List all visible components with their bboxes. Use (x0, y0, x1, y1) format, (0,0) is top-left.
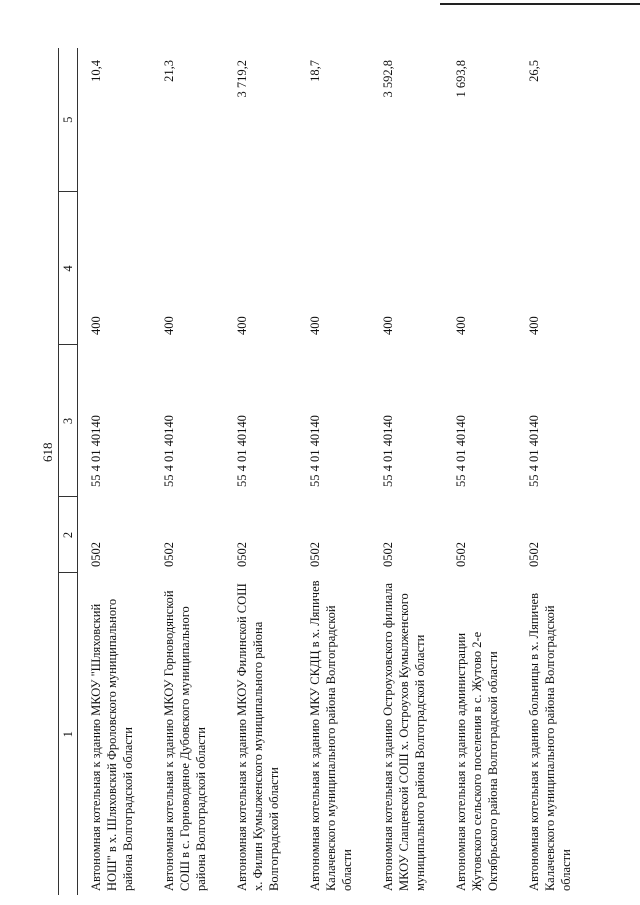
cell-section: 0502 (454, 542, 468, 567)
cell-name: Автономная котельная к зданию МКОУ Филинской СОШ х. Филин Кумылженского муниципального района Волгоградской области (235, 583, 281, 891)
cell-amount: 3 719,2 (235, 60, 249, 98)
cell-section: 0502 (89, 542, 103, 567)
cell-name: Автономная котельная к зданию больницы в х. Ляпичев Калачевского муниципального района Волгоградской области (527, 593, 573, 891)
cell-section: 0502 (308, 542, 322, 567)
cell-type: 400 (454, 316, 468, 335)
cell-amount: 3 592,8 (381, 60, 395, 98)
cell-section: 0502 (527, 542, 541, 567)
header-row (59, 48, 78, 895)
table-row (234, 48, 307, 895)
cell-section: 0502 (381, 542, 395, 567)
cell-amount: 1 693,8 (454, 60, 468, 98)
cell-name: Автономная котельная к зданию МКОУ "Шляховский НОШ" в х. Шляховский Фроловского муниципального района Волгоградской области (89, 598, 135, 891)
cell-code: 55 4 01 40140 (308, 415, 322, 487)
header-col-4: 4 (59, 192, 78, 345)
cell-name: Автономная котельная к зданию администрации Жутовского сельского поселения в с. Жутово 2-е Октябрьского района Волгоградской области (454, 631, 500, 891)
header-col-5: 5 (59, 48, 78, 192)
cell-code: 55 4 01 40140 (235, 415, 249, 487)
cell-name: Автономная котельная к зданию МКУ СКДЦ в х. Ляпичев Калачевского муниципального района Волгоградской области (308, 580, 354, 891)
cell-name: Автономная котельная к зданию МКОУ Горноводянской СОШ в с. Горноводяное Дубовского муниципального района Волгоградской области (162, 590, 208, 891)
header-col-2: 2 (59, 497, 78, 573)
table-row (78, 48, 162, 895)
cell-type: 400 (527, 316, 541, 335)
cell-type: 400 (235, 316, 249, 335)
cell-amount: 26,5 (527, 60, 541, 82)
page-number: 618 (40, 442, 55, 462)
cell-type: 400 (89, 316, 103, 335)
header-col-1: 1 (59, 573, 78, 895)
cell-type: 400 (162, 316, 176, 335)
budget-table (58, 48, 599, 895)
cell-type: 400 (381, 316, 395, 335)
cell-amount: 21,3 (162, 60, 176, 82)
cell-section: 0502 (162, 542, 176, 567)
table-row (307, 48, 380, 895)
cell-code: 55 4 01 40140 (89, 415, 103, 487)
table-row (161, 48, 234, 895)
cell-code: 55 4 01 40140 (162, 415, 176, 487)
table-row (453, 48, 526, 895)
cell-name: Автономная котельная к зданию Остроуховского филиала МКОУ Слащевской СОШ х. Остроухов Кумылженского муниципального района Волгоградской области (381, 582, 427, 891)
cell-amount: 18,7 (308, 60, 322, 82)
cell-code: 55 4 01 40140 (381, 415, 395, 487)
header-col-3: 3 (59, 345, 78, 497)
table-row (526, 48, 599, 895)
cell-code: 55 4 01 40140 (454, 415, 468, 487)
table-row (380, 48, 453, 895)
cell-type: 400 (308, 316, 322, 335)
cell-amount: 10,4 (89, 60, 103, 82)
cell-section: 0502 (235, 542, 249, 567)
cell-code: 55 4 01 40140 (527, 415, 541, 487)
